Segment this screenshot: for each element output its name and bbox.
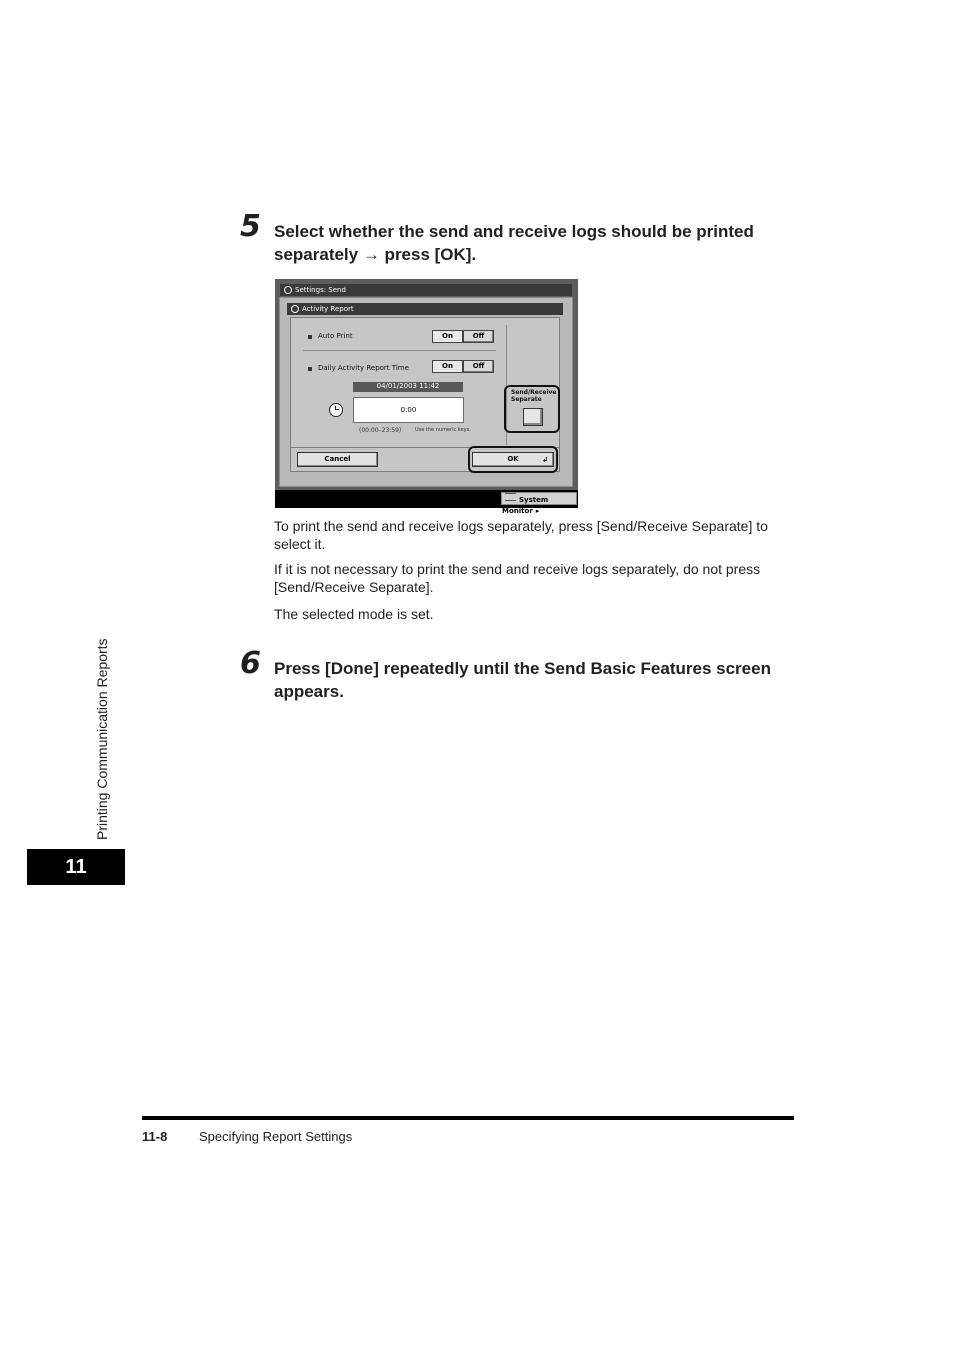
footer-page-number: 11-8 — [142, 1129, 168, 1144]
ok-label: OK — [507, 455, 519, 463]
paragraph-not-necessary: If it is not necessary to print the send and receive logs separately, do not press [Send/Receive Separate]. — [274, 561, 761, 595]
screen-subtitle: Activity Report — [302, 305, 354, 313]
daily-time-label: Daily Activity Report Time — [318, 364, 409, 372]
auto-print-off-button[interactable]: Off — [463, 330, 494, 343]
ok-button[interactable] — [472, 452, 554, 467]
system-monitor-label: System Monitor — [502, 496, 549, 515]
footer-rule — [142, 1116, 794, 1120]
paragraph-separate-explanation: To print the send and receive logs separately, press [Send/Receive Separate] to select it. — [274, 518, 768, 552]
clock-icon — [329, 403, 343, 417]
device-screen-capture — [275, 279, 578, 515]
auto-print-bullet — [308, 335, 312, 339]
settings-icon — [284, 286, 292, 294]
current-datetime: 04/01/2003 11:42 — [353, 382, 463, 392]
daily-time-bullet — [308, 367, 312, 371]
numeric-keys-hint: Use the numeric keys. — [415, 427, 471, 433]
step-number-5: 5 — [240, 209, 261, 244]
enter-icon: ↲ — [542, 456, 548, 464]
step-number-6: 6 — [240, 646, 261, 681]
auto-print-on-button[interactable]: On — [432, 330, 463, 343]
chapter-side-label: Printing Communication Reports — [94, 638, 110, 840]
screen-title-bar — [280, 284, 572, 296]
chapter-tab: 11 — [27, 849, 125, 885]
separate-label: Send/Receive Separate — [511, 389, 557, 403]
step-5-instruction: Select whether the send and receive logs should be printed separately → press [OK]. — [274, 222, 754, 264]
footer-section-title: Specifying Report Settings — [199, 1129, 353, 1144]
screen-subtitle-bar — [287, 303, 563, 315]
daily-time-off-button[interactable]: Off — [463, 360, 494, 373]
cancel-button[interactable]: Cancel — [297, 452, 378, 467]
auto-print-label: Auto Print — [318, 332, 353, 340]
monitor-icon — [505, 493, 516, 501]
time-range-hint: (00:00–23:59) — [359, 427, 402, 434]
report-icon — [291, 305, 299, 313]
arrow-right-icon: ▸ — [535, 507, 540, 515]
row-divider — [303, 350, 496, 351]
step-6-instruction: Press [Done] repeatedly until the Send Basic Features screen appears. — [274, 659, 771, 701]
daily-time-on-button[interactable]: On — [432, 360, 463, 373]
screen-title: Settings: Send — [295, 286, 346, 294]
system-monitor-button[interactable] — [501, 492, 577, 515]
time-input[interactable]: 0:00 — [353, 397, 464, 423]
paragraph-mode-set: The selected mode is set. — [274, 606, 434, 622]
separate-toggle-button[interactable] — [523, 408, 543, 426]
